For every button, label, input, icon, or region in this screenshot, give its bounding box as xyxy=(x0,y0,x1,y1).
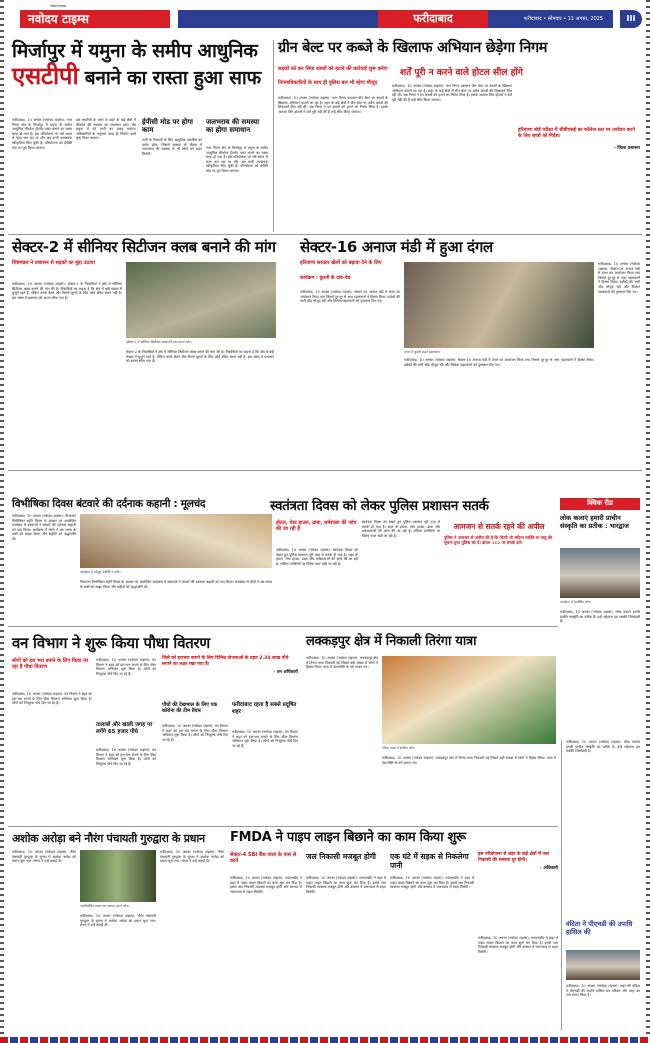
story8-body-1 xyxy=(306,656,378,822)
masthead-band xyxy=(178,10,613,28)
story7-subhead-3: फरीदाबाद रहता है सबसे प्रदूषित शहर xyxy=(232,702,297,715)
story6-dateline: फरीदाबाद, 10 अगस्त (नवोदय टाइम्स): xyxy=(276,548,331,552)
story2-bullet-2 xyxy=(278,80,388,86)
story6-text-1: स्वतंत्रता दिवस को देखते हुए पुलिस प्रशासन पूरी तरह से सतर्क हो गया है। शहर के होटल, गेस्ट हाउस, ढाबा और धर्मशालाओं की जांच की जा रही है। संदिग्ध व्यक्तियों पर विशेष नजर रखी जा रही है। xyxy=(276,548,358,566)
story3-body-1 xyxy=(12,282,122,468)
story3-bullet: शिष्टमंडल ने प्रशासन से सड़कों का मुद्दा उठाया xyxy=(12,260,95,266)
story2-bullet-1-text: सड़कों को कर लिया कब्जों को हटाने की कार्रवाई शुरू करेगा xyxy=(278,66,388,72)
story4-body-1 xyxy=(300,290,400,366)
story7-quote-author: - वन अधिकारी xyxy=(273,669,298,675)
story10-body-4 xyxy=(478,936,558,1030)
story6-alert-box xyxy=(444,522,554,622)
story1-dateline: फरीदाबाद, 10 अगस्त (नवोदय टाइम्स): xyxy=(12,118,66,122)
newspaper-logo: नवोदय टाइम्स xyxy=(20,10,170,28)
story7-text-3: फरीदाबाद, 10 अगस्त (नवोदय टाइम्स): वन विभाग ने शहर को हरा-भरा बनाने के लिए पौधा वितरण अभियान शुरू किया है। लोगों को निःशुल्क पौधे दिए जा रहे हैं। xyxy=(96,748,156,766)
story1-body-2 xyxy=(76,118,136,198)
story1-headline-highlight: एसटीपी xyxy=(12,62,79,90)
story8-text-1: फरीदाबाद, 10 अगस्त (नवोदय टाइम्स): लक्कड़पुर क्षेत्र में तिरंगा यात्रा निकाली गई जिसमें बड़ी संख्या में लोगों ने हिस्सा लिया। यात्रा में देशभक्ति के नारे लगाए गए। xyxy=(306,656,378,670)
story3-text-2: सेक्टर-2 के निवासियों ने क्षेत्र में सीनियर सिटीजन क्लब बनाने की मांग की है। निवासियों का कहना है कि क्षेत्र में बड़ी संख्या में बुजुर्ग रहते हैं, लेकिन उनके बैठने और मिलने-जुलने के लिए कोई उचित स्थान नहीं है। इस संबंध में प्रशासन को ज्ञापन सौंपा गया है। xyxy=(126,350,274,364)
story9-text-2: फरीदाबाद, 10 अगस्त (नवोदय टाइम्स): नौरंग पंचायती गुरुद्वारा के चुनाव में अशोक अरोड़ा को प्रधान चुना गया। संगत ने उन्हें बधाई दी। xyxy=(80,914,156,928)
left-registration-bar xyxy=(0,0,4,1043)
quick-read-caption: कार्यक्रम में उपस्थित लोग। xyxy=(560,600,591,604)
quick-read-photo xyxy=(560,548,640,598)
story2-body-2 xyxy=(392,84,512,230)
story1-body-4 xyxy=(206,146,268,198)
story9-photo xyxy=(80,850,156,902)
story3-caption: सेक्टर-2 में सीनियर सिटीजन क्लब की मांग करते लोग। xyxy=(126,340,192,344)
story9-text-1: फरीदाबाद, 10 अगस्त (नवोदय टाइम्स): नौरंग पंचायती गुरुद्वारा के चुनाव में अशोक अरोड़ा को प्रधान चुना गया। संगत ने उन्हें बधाई दी। xyxy=(12,850,76,864)
story5-body-1 xyxy=(12,514,76,622)
story3-dateline: फरीदाबाद, 10 अगस्त (नवोदय टाइम्स): xyxy=(12,282,66,286)
story2-bullet-2-text: निगमाधिकारियों के साथ ही पुलिस बल भी रहेगा मौजूद xyxy=(278,80,378,86)
story9-body-3 xyxy=(160,850,224,1030)
story2-quote-text: हरियाणा बोर्ड परीक्षा में सीबीएसई का कॉलेज स्तर पर आवेदन करने के लिए छात्रों को निर्देश। xyxy=(518,128,635,139)
column-rule xyxy=(561,740,562,1030)
story4-bullet: हरियाणा सरकार खेलों को बढ़ावा देने के लिए xyxy=(300,260,382,266)
story7-subhead: तालाबों और खाली जगह पर लगेंगे 65 हजार पौधे xyxy=(96,722,153,735)
story7-text-2: फरीदाबाद, 10 अगस्त (नवोदय टाइम्स): वन विभाग ने शहर को हरा-भरा बनाने के लिए पौधा वितरण अभियान शुरू किया है। लोगों को निःशुल्क पौधे दिए जा रहे हैं। xyxy=(96,658,156,676)
story8-photo xyxy=(382,656,556,744)
story7-body-2 xyxy=(96,658,156,718)
story4-body-2 xyxy=(598,262,640,382)
story8-text-2: फरीदाबाद, 10 अगस्त (नवोदय टाइम्स): लक्कड़पुर क्षेत्र में तिरंगा यात्रा निकाली गई जिसमें बड़ी संख्या में लोगों ने हिस्सा लिया। यात्रा में देशभक्ति के नारे लगाए गए। xyxy=(382,756,556,765)
story3-photo xyxy=(126,262,276,338)
story7-subhead-2: पौधों की देखभाल के लिए एक कोरोना की टीम तैयार xyxy=(162,702,218,715)
story5-photo xyxy=(80,514,272,568)
story2-quote-box xyxy=(518,128,640,228)
story1-body-3 xyxy=(142,138,202,198)
story4-photo xyxy=(404,262,594,348)
story9-body-1 xyxy=(12,850,76,1030)
story10-text-2: फरीदाबाद, 10 अगस्त (नवोदय टाइम्स): एफएमडीए ने शहर में पाइप लाइन बिछाने का काम शुरू कर दिया है। इससे जल निकासी व्यवस्था मजबूत होगी और बरसात में जलभराव से राहत मिलेगी। xyxy=(306,876,386,894)
date-line: फरीदाबाद • सोमवार • 11 अगस्त, 2025 xyxy=(523,16,603,22)
story1-text-2: इस एसटीपी के बनने से शहर के कई क्षेत्रों में सीवरेज की समस्या का समाधान होगा और यमुना में गंदे पानी का प्रवाह रुकेगा। अधिकारियों के अनुसार जल्द ही निर्माण कार्य शुरू किया जाएगा। xyxy=(76,118,136,141)
story1-headline-line1: मिर्जापुर में यमुना के समीप आधुनिक xyxy=(12,40,258,62)
story5-body-2 xyxy=(80,580,272,622)
footer-color-bar xyxy=(0,1037,650,1043)
story1-text-4: नगर निगम क्षेत्र के मिर्जापुर में यमुना के समीप आधुनिक सीवरेज ट्रीटमेंट प्लांट बनाने का रास्ता साफ हो गया है। इस परियोजना पर लंबे समय से काम चल रहा था और अब सभी आवश्यक स्वीकृतियां मिल चुकी हैं। परियोजना को ईपीसी मोड पर पूरा किया जाएगा। xyxy=(206,146,268,173)
story1-subhead-1: ईपीसी मोड पर होगा काम xyxy=(142,118,193,134)
story10-quote-author: - अधिकारी xyxy=(540,865,558,871)
story4-body-3 xyxy=(404,358,594,404)
quick-read-text-2: फरीदाबाद, 10 अगस्त (नवोदय टाइम्स): लोक कलाएं हमारी प्राचीन संस्कृति का प्रतीक हैं। इन्हें सहेजना हम सबकी जिम्मेदारी है। xyxy=(566,740,640,754)
story1-subhead-2: जलभराव की समस्या का होगा समाधान xyxy=(206,118,260,134)
horizontal-rule xyxy=(8,470,642,471)
story10-quote-box xyxy=(478,852,558,932)
story6-text-2: स्वतंत्रता दिवस को देखते हुए पुलिस प्रशासन पूरी तरह से सतर्क हो गया है। शहर के होटल, गेस्ट हाउस, ढाबा और धर्मशालाओं की जांच की जा रही है। संदिग्ध व्यक्तियों पर विशेष नजर रखी जा रही है। xyxy=(362,520,440,538)
horizontal-rule xyxy=(8,826,558,827)
story6-bullet: होटल, गेस्ट हाउस, ढाबा, धर्मशाला की जांच की जा रही है xyxy=(276,520,357,533)
story4-caption: दंगल में कुश्ती लड़ते पहलवान। xyxy=(404,350,441,354)
story11-headline: वंदिता ने पीएचडी की उपाधि हासिल की xyxy=(566,920,633,936)
story6-box-body: पुलिस ने आमजन से अपील की है कि किसी भी संदिग्ध व्यक्ति या वस्तु की सूचना तुरंत पुलिस को दें। डायल 112 पर संपर्क करें। xyxy=(444,535,553,546)
horizontal-rule xyxy=(8,234,642,235)
story4-text-3: फरीदाबाद, 10 अगस्त (नवोदय टाइम्स): सेक्टर-16 अनाज मंडी में दंगल का आयोजन किया गया जिसमें दूर-दूर से आए पहलवानों ने हिस्सा लिया। दर्शकों की भारी भीड़ मौजूद रही और विजेता पहलवानों को पुरस्कार दिए गए। xyxy=(404,358,594,367)
quick-read-body-continued xyxy=(566,740,640,916)
story10-body-2 xyxy=(306,876,386,1030)
story11-text: फरीदाबाद, 10 अगस्त (नवोदय टाइम्स): शहर की वंदिता ने पीएचडी की उपाधि हासिल कर परिवार और शहर का नाम रोशन किया है। xyxy=(566,984,640,998)
quick-read-badge: क्विक रीड xyxy=(560,498,640,510)
story4-headline: सेक्टर-16 अनाज मंडी में हुआ दंगल xyxy=(300,238,493,256)
story5-text-1: विभाजन विभीषिका स्मृति दिवस के अवसर पर आयोजित कार्यक्रम में वक्ताओं ने बंटवारे की दर्दनाक कहानी को याद किया। कार्यक्रम में लोगों ने उस समय के कष्टों को साझा किया और शहीदों को श्रद्धांजलि दी। xyxy=(12,514,76,541)
story5-caption: कार्यक्रम में मौजूद अतिथि व लोग। xyxy=(80,570,121,574)
story6-body-2 xyxy=(362,520,440,622)
story9-body-2 xyxy=(80,914,156,1030)
story7-quote-text: जिले को हराभरा बनाने के लिए विभिन्न योजनाओं के तहत 2.30 लाख पौधे लगाने का लक्ष्य रखा गया है। xyxy=(162,656,289,667)
story4-text-1: फरीदाबाद, 10 अगस्त (नवोदय टाइम्स): सेक्टर-16 अनाज मंडी में दंगल का आयोजन किया गया जिसमें दूर-दूर से आए पहलवानों ने हिस्सा लिया। दर्शकों की भारी भीड़ मौजूद रही और विजेता पहलवानों को पुरस्कार दिए गए। xyxy=(300,290,400,304)
story1-headline-rest: बनाने का रास्ता हुआ साफ xyxy=(84,67,261,89)
right-registration-bar xyxy=(646,0,650,1043)
story7-body-3 xyxy=(96,748,156,822)
story2-headline: ग्रीन बेल्ट पर कब्जे के खिलाफ अभियान छेड़ेगा निगम xyxy=(278,40,548,56)
story11-body xyxy=(566,984,640,1030)
story2-bullet-1 xyxy=(278,66,388,72)
page-number: III xyxy=(620,10,642,28)
story2-text-2: फरीदाबाद, 10 अगस्त (नवोदय टाइम्स): नगर निगम प्रशासन ग्रीन बेल्ट पर कब्जों के खिलाफ अभियान चलाने जा रहा है। शहर के कई क्षेत्रों में ग्रीन बेल्ट पर अवैध कब्जों की शिकायतें मिल रही थीं। अब निगम ने इन कब्जों को हटाने का निर्णय लिया है। इसके अलावा जिन होटलों ने शर्तें पूरी नहीं की हैं उन्हें सील किया जाएगा। xyxy=(392,84,512,102)
story9-caption: नवनिर्वाचित प्रधान का स्वागत करते लोग। xyxy=(80,904,129,908)
story10-bullet: सेक्टर-4 SBI बैंक वाला के पास से कार्य xyxy=(230,852,297,865)
horizontal-rule xyxy=(8,626,558,627)
story5-dateline: फरीदाबाद, 10 अगस्त (नवोदय टाइम्स): xyxy=(12,514,64,518)
story2-text-1: फरीदाबाद, 10 अगस्त (नवोदय टाइम्स): नगर निगम प्रशासन ग्रीन बेल्ट पर कब्जों के खिलाफ अभियान चलाने जा रहा है। शहर के कई क्षेत्रों में ग्रीन बेल्ट पर अवैध कब्जों की शिकायतें मिल रही थीं। अब निगम ने इन कब्जों को हटाने का निर्णय लिया है। इसके अलावा जिन होटलों ने शर्तें पूरी नहीं की हैं उन्हें सील किया जाएगा। xyxy=(278,96,388,114)
story10-text-1: फरीदाबाद, 10 अगस्त (नवोदय टाइम्स): एफएमडीए ने शहर में पाइप लाइन बिछाने का काम शुरू कर दिया है। इससे जल निकासी व्यवस्था मजबूत होगी और बरसात में जलभराव से राहत मिलेगी। xyxy=(230,876,302,894)
story2-body-1 xyxy=(278,96,388,230)
story3-headline: सेक्टर-2 में सीनियर सिटीजन क्लब बनाने की मांग xyxy=(12,238,276,256)
story6-box-title: आमजन से सतर्क रहने की अपील xyxy=(453,522,545,531)
story10-body-3 xyxy=(390,876,474,1030)
story6-headline: स्वतंत्रता दिवस को लेकर पुलिस प्रशासन सतर्क xyxy=(270,498,489,514)
column-rule xyxy=(273,40,274,232)
story7-bullet: लोगों को हरा भरा बनाने के लिए किया जा रहा है पौधा वितरण xyxy=(12,658,89,671)
story8-headline: लक्कड़पुर क्षेत्र में निकाली तिरंगा यात्रा xyxy=(306,634,477,649)
story10-text-4: फरीदाबाद, 10 अगस्त (नवोदय टाइम्स): एफएमडीए ने शहर में पाइप लाइन बिछाने का काम शुरू कर दिया है। इससे जल निकासी व्यवस्था मजबूत होगी और बरसात में जलभराव से राहत मिलेगी। xyxy=(478,936,558,954)
masthead-small-label: नवोदय टाइम्स xyxy=(50,4,67,8)
story2-quote-author: - जिला प्रशासन xyxy=(613,146,640,151)
story7-body-5 xyxy=(232,730,298,822)
masthead xyxy=(8,4,642,32)
story6-body-1 xyxy=(276,548,358,622)
story7-text-4: फरीदाबाद, 10 अगस्त (नवोदय टाइम्स): वन विभाग ने शहर को हरा-भरा बनाने के लिए पौधा वितरण अभियान शुरू किया है। लोगों को निःशुल्क पौधे दिए जा रहे हैं। xyxy=(162,724,228,742)
city-label: फरीदाबाद xyxy=(378,10,488,28)
story3-text-1: सेक्टर-2 के निवासियों ने क्षेत्र में सीनियर सिटीजन क्लब बनाने की मांग की है। निवासियों का कहना है कि क्षेत्र में बड़ी संख्या में बुजुर्ग रहते हैं, लेकिन उनके बैठने और मिलने-जुलने के लिए कोई उचित स्थान नहीं है। इस संबंध में प्रशासन को ज्ञापन सौंपा गया है। xyxy=(12,282,122,300)
story10-headline: FMDA ने पाइप लाइन बिछाने का काम किया शुरू xyxy=(230,830,466,845)
story1-text-1: नगर निगम क्षेत्र के मिर्जापुर में यमुना के समीप आधुनिक सीवरेज ट्रीटमेंट प्लांट बनाने का रास्ता साफ हो गया है। इस परियोजना पर लंबे समय से काम चल रहा था और अब सभी आवश्यक स्वीकृतियां मिल चुकी हैं। परियोजना को ईपीसी मोड पर पूरा किया जाएगा। xyxy=(12,118,72,150)
story9-headline: अशोक अरोड़ा बने नौरंग पंचायती गुरुद्वारा के प्रधान xyxy=(12,832,205,845)
story4-text-2: फरीदाबाद, 10 अगस्त (नवोदय टाइम्स): सेक्टर-16 अनाज मंडी में दंगल का आयोजन किया गया जिसमें दूर-दूर से आए पहलवानों ने हिस्सा लिया। दर्शकों की भारी भीड़ मौजूद रही और विजेता पहलवानों को पुरस्कार दिए गए। xyxy=(598,262,640,294)
story10-body-1 xyxy=(230,876,302,1030)
story7-text-1: फरीदाबाद, 10 अगस्त (नवोदय टाइम्स): वन विभाग ने शहर को हरा-भरा बनाने के लिए पौधा वितरण अभियान शुरू किया है। लोगों को निःशुल्क पौधे दिए जा रहे हैं। xyxy=(12,692,92,706)
story1-text-3: पानी के निकासी के लिए आधुनिक तकनीक का प्रयोग होगा, जिससे बरसात के मौसम में जलभराव की समस्या से भी लोगों को राहत मिलेगी। xyxy=(142,138,202,156)
story8-caption: तिरंगा यात्रा में शामिल लोग। xyxy=(382,746,415,750)
story11-photo xyxy=(566,950,640,980)
story10-quote-text: इस परियोजना से शहर के कई क्षेत्रों में जल निकासी की समस्या दूर होगी। xyxy=(478,852,549,863)
story7-body-4 xyxy=(162,724,228,822)
story5-headline: विभीषिका दिवस बंटवारे की दर्दनाक कहानी : मूलचंद xyxy=(12,498,206,510)
story7-text-5: फरीदाबाद, 10 अगस्त (नवोदय टाइम्स): वन विभाग ने शहर को हरा-भरा बनाने के लिए पौधा वितरण अभियान शुरू किया है। लोगों को निःशुल्क पौधे दिए जा रहे हैं। xyxy=(232,730,298,748)
story10-text-3: फरीदाबाद, 10 अगस्त (नवोदय टाइम्स): एफएमडीए ने शहर में पाइप लाइन बिछाने का काम शुरू कर दिया है। इससे जल निकासी व्यवस्था मजबूत होगी और बरसात में जलभराव से राहत मिलेगी। xyxy=(390,876,474,890)
story1-body-1 xyxy=(12,118,72,198)
story7-body-1 xyxy=(12,692,92,822)
story10-subhead-2: एक घंटे में सड़क से निकलेगा पानी xyxy=(390,852,469,870)
story5-text-2: विभाजन विभीषिका स्मृति दिवस के अवसर पर आयोजित कार्यक्रम में वक्ताओं ने बंटवारे की दर्दनाक कहानी को याद किया। कार्यक्रम में लोगों ने उस समय के कष्टों को साझा किया और शहीदों को श्रद्धांजलि दी। xyxy=(80,580,272,589)
quick-read-headline: लोक कलाएं हमारी प्राचीन संस्कृति का प्रतीक : भारद्वाज xyxy=(560,514,629,530)
story10-subhead-1: जल निकासी मजबूत होगी xyxy=(306,852,377,861)
story4-byline: कार्यक्रम : कुश्ती के दांव-पेच xyxy=(300,276,351,281)
quick-read-body xyxy=(560,610,640,730)
quick-read-text: फरीदाबाद, 10 अगस्त (नवोदय टाइम्स): लोक कलाएं हमारी प्राचीन संस्कृति का प्रतीक हैं। इन्हें सहेजना हम सबकी जिम्मेदारी है। xyxy=(560,610,640,624)
story7-quote-box xyxy=(162,656,298,696)
story3-body-2 xyxy=(126,350,274,468)
story9-text-3: फरीदाबाद, 10 अगस्त (नवोदय टाइम्स): नौरंग पंचायती गुरुद्वारा के चुनाव में अशोक अरोड़ा को प्रधान चुना गया। संगत ने उन्हें बधाई दी। xyxy=(160,850,224,864)
story8-body-2 xyxy=(382,756,556,822)
story2-subhead: शर्तें पूरी न करने वाले होटल सील होंगे xyxy=(400,68,523,78)
story7-headline: वन विभाग ने शुरू किया पौधा वितरण xyxy=(12,634,210,652)
